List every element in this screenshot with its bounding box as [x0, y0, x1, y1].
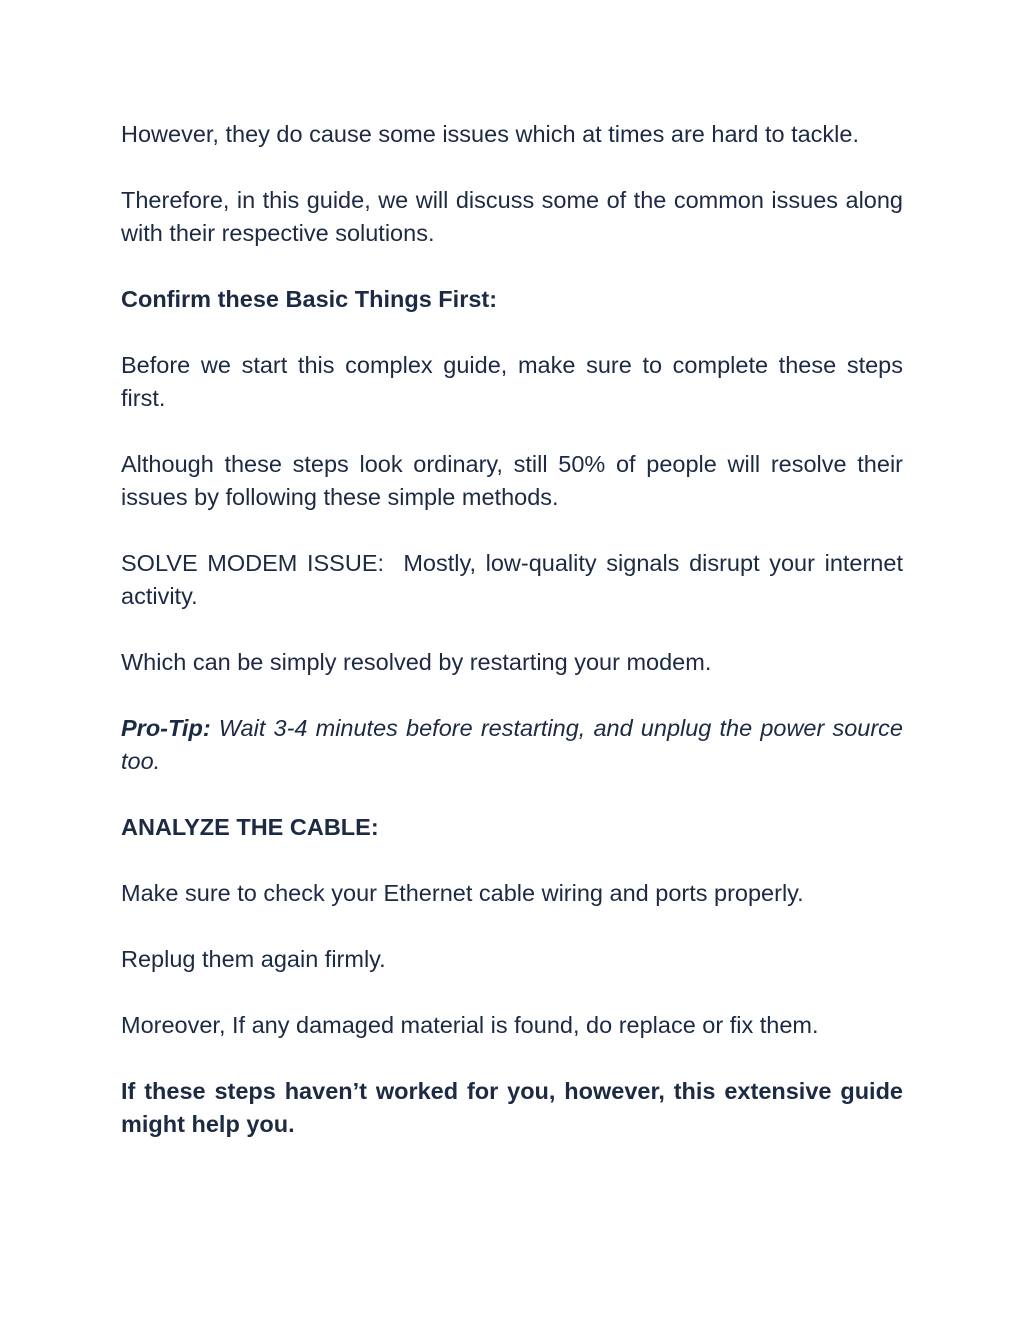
pro-tip-label: Pro-Tip: — [121, 715, 211, 741]
paragraph-closing: If these steps haven’t worked for you, however, this extensive guide might help you. — [121, 1078, 903, 1137]
paragraph-modem-issue — [121, 547, 903, 613]
paragraph-guide-intro: Therefore, in this guide, we will discuss some of the common issues along with their respective solutions. — [121, 187, 903, 246]
paragraph-ordinary-steps: Although these steps look ordinary, still 50% of people will resolve their issues by following these simple methods. — [121, 451, 903, 510]
document-page — [121, 118, 903, 1141]
heading-basic-things: Confirm these Basic Things First: — [121, 286, 498, 312]
paragraph-replug: Replug them again firmly. — [121, 946, 386, 972]
pro-tip-text: Wait 3-4 minutes before restarting, and unplug the power source too. — [121, 715, 904, 774]
paragraph-damaged-material: Moreover, If any damaged material is found, do replace or fix them. — [121, 1012, 819, 1038]
paragraph-pro-tip — [121, 712, 903, 778]
paragraph-issues: However, they do cause some issues which at times are hard to tackle. — [121, 121, 859, 147]
paragraph-check-cable: Make sure to check your Ethernet cable wiring and ports properly. — [121, 880, 804, 906]
paragraph-before-start: Before we start this complex guide, make sure to complete these steps first. — [121, 352, 903, 411]
modem-issue-text: Mostly, low-quality signals disrupt your internet activity. — [121, 550, 903, 609]
paragraph-restart-modem: Which can be simply resolved by restarting your modem. — [121, 649, 712, 675]
modem-issue-label: SOLVE MODEM ISSUE: — [121, 550, 385, 576]
heading-analyze-cable: ANALYZE THE CABLE: — [121, 814, 379, 840]
